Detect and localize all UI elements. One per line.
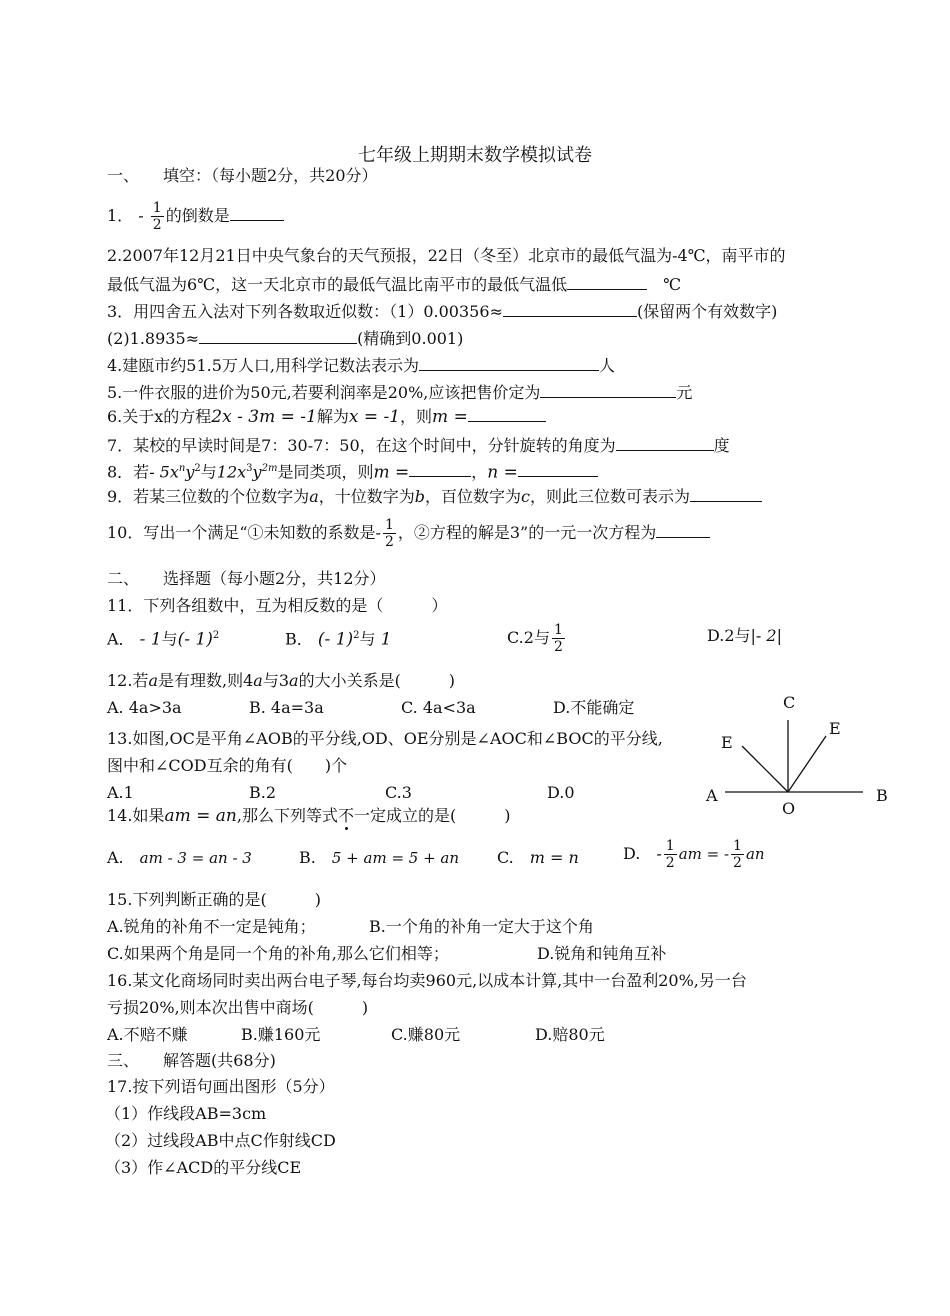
- option-b[interactable]: B.2: [249, 783, 277, 802]
- question-7: 7．某校的早读时间是7：30-7：50，在这个时间中，分针旋转的角度为 度: [107, 436, 730, 455]
- answer-blank[interactable]: [503, 300, 637, 317]
- question-5: 5.一件衣服的进价为50元,若要利润率是20%,应该把售价定为 元: [107, 383, 693, 402]
- option-c[interactable]: C.3: [385, 783, 412, 802]
- fraction: $\frac{1}{2}$: [384, 517, 394, 550]
- question-15: 15.下列判断正确的是( ): [107, 890, 321, 909]
- option-b[interactable]: B.赚160元: [241, 1025, 321, 1044]
- question-3-line-1: 3．用四舍五入法对下列各数取近似数：（1）0.00356≈ (保留两个有效数字): [107, 302, 778, 321]
- question-13-line-1: 13.如图,OC是平角∠AOB的平分线,OD、OE分别是∠AOC和∠BOC的平分线,: [107, 729, 663, 748]
- option-d[interactable]: D.不能确定: [553, 698, 635, 717]
- answer-blank[interactable]: [199, 327, 357, 344]
- question-11: 11．下列各组数中，互为相反数的是（ ）: [107, 596, 448, 615]
- question-13-line-2: 图中和∠COD互余的角有( )个: [107, 756, 348, 775]
- option-b[interactable]: B.一个角的补角一定大于这个角: [369, 917, 594, 936]
- option-d[interactable]: D.赔80元: [535, 1025, 605, 1044]
- question-16-line-1: 16.某文化商场同时卖出两台电子琴,每台均卖960元,以成本计算,其中一台盈利20%,另一台: [107, 971, 747, 990]
- option-b[interactable]: B． (- 1)$^2$与 1: [285, 629, 392, 650]
- question-17-step-1: （1）作线段AB=3cm: [105, 1104, 267, 1123]
- question-2-line-2: 最低气温为6℃，这一天北京市的最低气温比南平市的最低气温低 ℃: [107, 275, 682, 294]
- question-17: 17.按下列语句画出图形（5分）: [107, 1077, 335, 1096]
- angle-bisector-figure: [700, 690, 900, 825]
- section-2-heading: 二、 选择题（每小题2分，共12分）: [107, 569, 386, 588]
- label-e-left: E: [721, 733, 733, 752]
- question-8: 8．若- $5x^ny^2$与$12x^3y^{2m}$是同类项，则m = ，n =: [107, 459, 598, 482]
- question-17-step-2: （2）过线段AB中点C作射线CD: [105, 1131, 336, 1150]
- option-a[interactable]: A. am - 3 = an - 3: [107, 848, 252, 867]
- label-c: C: [783, 693, 796, 712]
- question-16-line-2: 亏损20%,则本次出售中商场( ): [107, 998, 369, 1017]
- answer-blank[interactable]: [690, 485, 762, 502]
- option-c[interactable]: C.赚80元: [391, 1025, 461, 1044]
- option-d[interactable]: D. - $\frac{1}{2}$ am = - $\frac{1}{2}$ an: [623, 838, 765, 871]
- answer-blank[interactable]: [468, 405, 546, 422]
- option-a[interactable]: A.1: [107, 783, 134, 802]
- label-e-right: E: [829, 719, 841, 738]
- option-c[interactable]: C. 4a<3a: [401, 698, 476, 717]
- fraction: $\frac{1}{2}$: [733, 838, 742, 871]
- question-17-step-3: （3）作∠ACD的平分线CE: [105, 1158, 302, 1177]
- option-c[interactable]: C.如果两个角是同一个角的补角,那么它们相等；: [107, 944, 449, 963]
- question-3-line-2: (2)1.8935≈ (精确到0.001): [107, 329, 464, 348]
- label-b: B: [876, 786, 888, 805]
- option-c[interactable]: C. m = n: [497, 848, 579, 867]
- option-b[interactable]: B. 5 + am = 5 + an: [299, 848, 460, 867]
- option-a[interactable]: A.不赔不赚: [107, 1025, 188, 1044]
- option-d[interactable]: D.0: [547, 783, 575, 802]
- option-a[interactable]: A.锐角的补角不一定是钝角；: [107, 917, 316, 936]
- question-9: 9．若某三位数的个位数字为a，十位数字为b，百位数字为c，则此三位数可表示为: [107, 485, 762, 507]
- section-1-heading: 一、 填空：（每小题2分，共20分）: [107, 166, 378, 185]
- option-c[interactable]: C.2与 $\frac{1}{2}$: [507, 622, 563, 655]
- page-title: 七年级上期期末数学模拟试卷: [358, 145, 592, 166]
- answer-blank[interactable]: [567, 273, 647, 290]
- question-12: 12.若a是有理数,则4a与3a的大小关系是( ): [107, 671, 456, 690]
- answer-blank[interactable]: [419, 354, 599, 371]
- answer-blank[interactable]: [409, 460, 471, 477]
- answer-blank[interactable]: [540, 381, 676, 398]
- emphasis-dot: 不: [337, 806, 354, 825]
- ray-od: [742, 746, 788, 792]
- fraction: $\frac{1}{2}$: [665, 838, 675, 871]
- label-o: O: [782, 799, 796, 818]
- answer-blank[interactable]: [656, 521, 710, 538]
- fraction: $\frac{1}{2}$: [553, 622, 563, 655]
- label-a: A: [706, 786, 718, 805]
- question-2-line-1: 2.2007年12月21日中央气象台的天气预报，22日（冬至）北京市的最低气温为-4℃，南平市的: [107, 246, 786, 265]
- option-d[interactable]: D.锐角和钝角互补: [537, 944, 667, 963]
- option-a[interactable]: A. 4a>3a: [107, 698, 182, 717]
- fraction: $\frac{1}{2}$: [152, 200, 162, 233]
- answer-blank[interactable]: [518, 460, 598, 477]
- option-d[interactable]: D.2与|- 2|: [707, 626, 782, 645]
- question-1: 1． - $\frac{1}{2}$ 的倒数是: [107, 200, 284, 233]
- option-b[interactable]: B. 4a=3a: [249, 698, 324, 717]
- question-4: 4.建瓯市约51.5万人口,用科学记数法表示为 人: [107, 356, 615, 375]
- option-a[interactable]: A． - 1与(- 1)$^2$: [107, 629, 220, 650]
- ray-oe: [788, 736, 826, 792]
- question-10: 10．写出一个满足“①未知数的系数是- $\frac{1}{2}$ ，②方程的解是3”的一元一次方程为: [107, 517, 710, 550]
- question-14: 14.如果am = an,那么下列等式不一定成立的是( ): [107, 806, 511, 826]
- question-6: 6.关于x的方程2x - 3m = -1解为x = -1，则m =: [107, 405, 546, 427]
- answer-blank[interactable]: [616, 434, 714, 451]
- answer-blank[interactable]: [230, 204, 284, 221]
- section-3-heading: 三、 解答题(共68分): [107, 1051, 276, 1070]
